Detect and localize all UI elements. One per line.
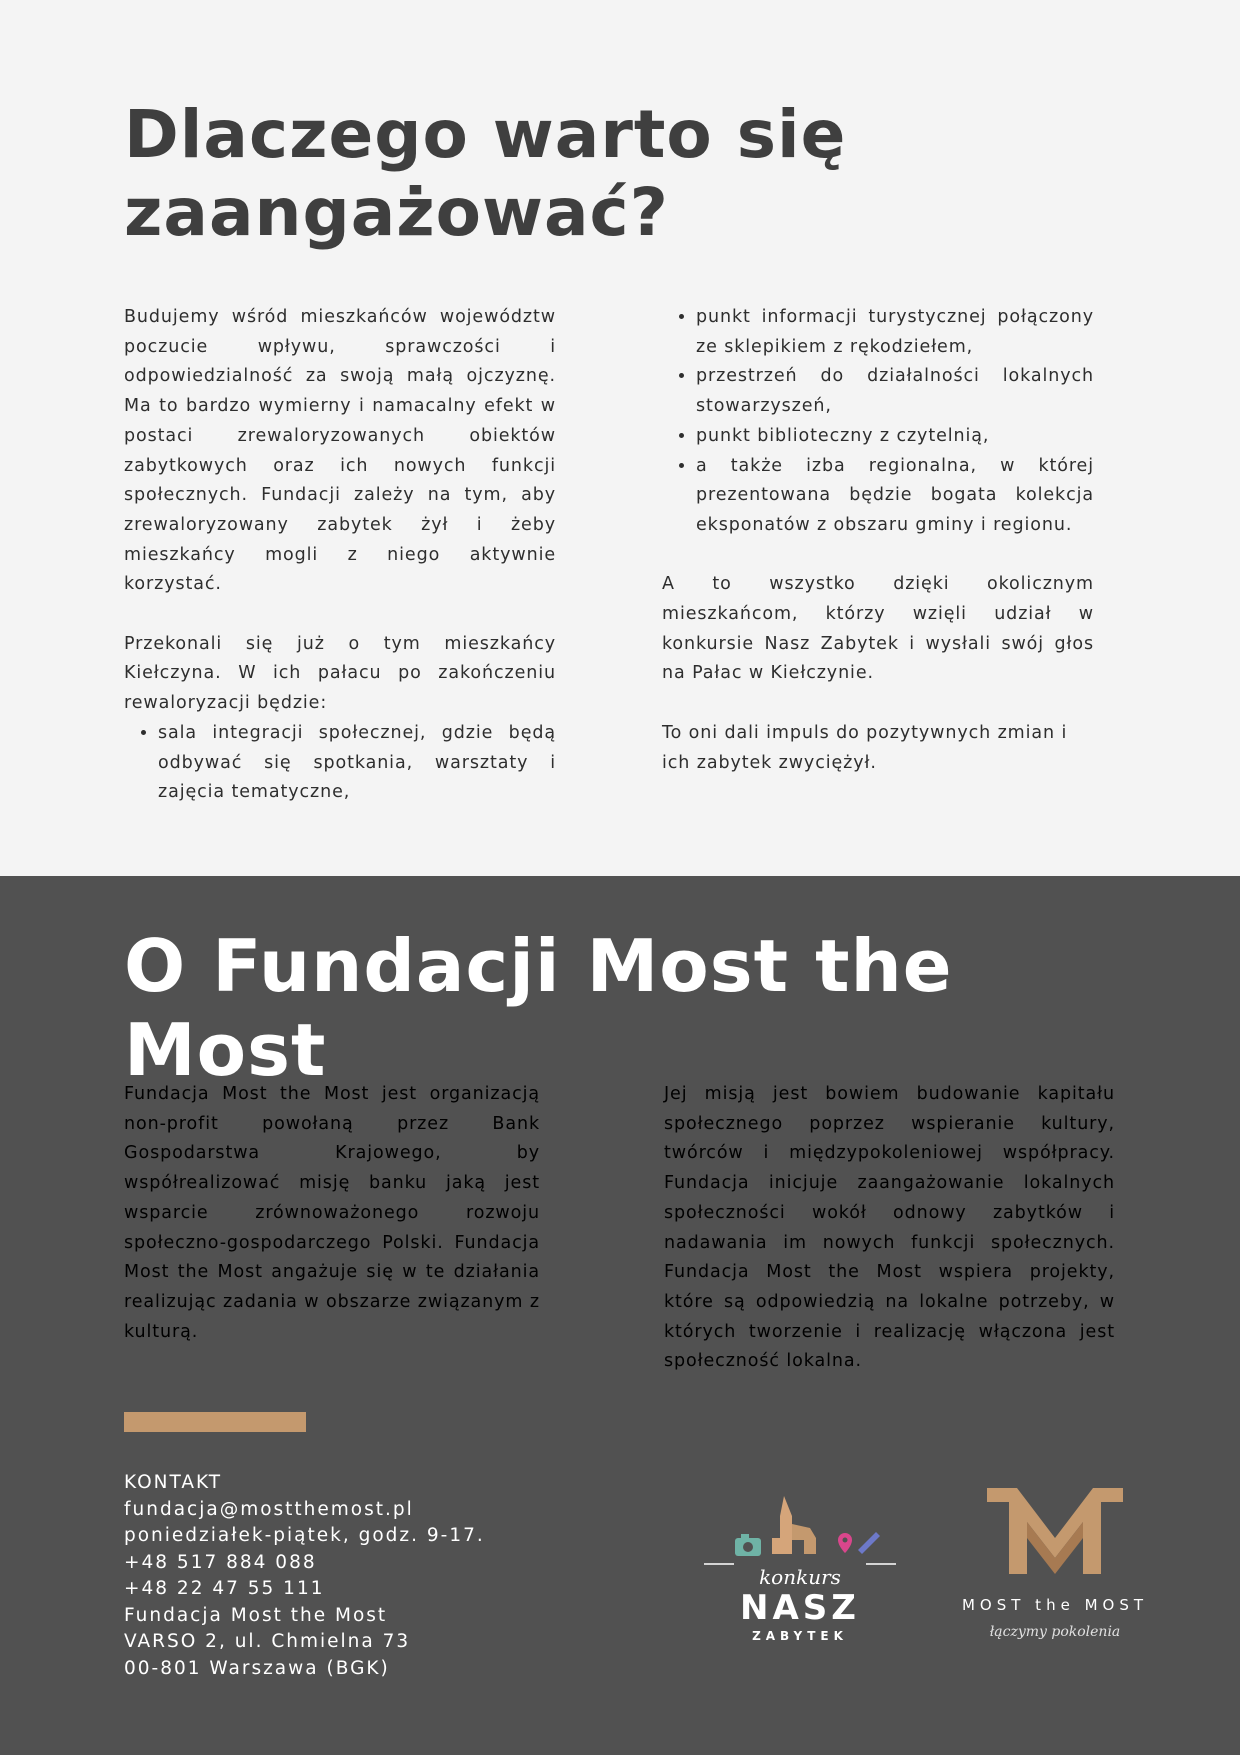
most-the-most-word: MOST the MOST <box>961 1596 1149 1614</box>
contact-heading: KONTAKT <box>124 1472 223 1493</box>
accent-divider <box>124 1412 306 1432</box>
paragraph: Budujemy wśród mieszkańców województw poczucie wpływu, sprawczości i odpowiedzialność za swoją małą ojczyznę. Ma to bardzo wymierny i namacalny efekt w postaci zrewaloryzowanych obiektów zabytkowych oraz ich nowych funkcji społecznych. Fundacji zależy na tym, aby zrewaloryzowany zabytek żył i żeby mieszkańcy mogli z niego aktywnie korzystać. <box>124 307 556 595</box>
bullet-list <box>662 303 1094 541</box>
paragraph: To oni dali impuls do pozytywnych zmian i ich zabytek zwyciężył. <box>662 722 1068 773</box>
foundation-column-left <box>124 1080 540 1347</box>
why-engage-column-right <box>662 303 1094 778</box>
nasz-zabytek-logo <box>700 1488 900 1658</box>
page-title <box>124 96 884 252</box>
section-title: O Fundacji Most the Most <box>124 924 953 1092</box>
top-section <box>0 0 1240 876</box>
contact-city: 00-801 Warszawa (BGK) <box>124 1657 390 1679</box>
contact-block <box>124 1470 485 1682</box>
list-item: • a także izba regionalna, w której prezentowana będzie bogata kolekcja eksponatów z obszaru gminy i regionu. <box>696 452 1094 541</box>
title-line-1: Dlaczego warto się <box>124 96 847 173</box>
contact-address: VARSO 2, ul. Chmielna 73 <box>124 1631 411 1652</box>
most-the-most-tagline: łączymy pokolenia <box>989 1624 1121 1640</box>
foundation-column-right <box>664 1080 1115 1377</box>
paragraph: A to wszystko dzięki okolicznym mieszkańcom, którzy wzięli udział w konkursie Nasz Zabytek i wysłali swój głos na Pałac w Kiełczynie. <box>662 574 1094 684</box>
nasz-zabytek-sub: ZABYTEK <box>752 1629 848 1643</box>
nasz-zabytek-script: konkurs <box>759 1565 841 1589</box>
list-item: • przestrzeń do działalności lokalnych stowarzyszeń, <box>696 362 1094 421</box>
list-item: • sala integracji społecznej, gdzie będą odbywać się spotkania, warsztaty i zajęcia tematyczne, <box>158 719 556 808</box>
most-the-most-logo <box>955 1488 1155 1658</box>
bullet-list <box>124 719 556 808</box>
paragraph: Przekonali się już o tym mieszkańcy Kiełczyna. W ich pałacu po zakończeniu rewaloryzacji będzie: <box>124 633 556 714</box>
contact-hours: poniedziałek-piątek, godz. 9-17. <box>124 1525 485 1546</box>
list-item: • punkt biblioteczny z czytelnią, <box>696 422 1094 452</box>
contact-phone-2[interactable]: +48 22 47 55 111 <box>124 1578 325 1599</box>
nasz-zabytek-word: NASZ <box>740 1588 860 1628</box>
paragraph: Fundacja Most the Most jest organizacją non-profit powołaną przez Bank Gospodarstwa Krajowego, by współrealizować misję banku jaką jest wsparcie zrównoważonego rozwoju społeczno-gospodarczego Polski. Fundacja Most the Most angażuje się w te działania realizując zadania w obszarze związanym z kulturą. <box>124 1084 540 1342</box>
contact-phone-1[interactable]: +48 517 884 088 <box>124 1551 317 1573</box>
nasz-zabytek-emblem-icon <box>700 1488 900 1568</box>
contact-email-link[interactable]: fundacja@mostthemost.pl <box>124 1498 414 1520</box>
paragraph: Jej misją jest bowiem budowanie kapitału społecznego poprzez wspieranie kultury, twórców i międzypokoleniowej współpracy. Fundacja inicjuje zaangażowanie lokalnych społeczności wokół odnowy zabytków i nadawania im nowych funkcji społecznych. Fundacja Most the Most wspiera projekty, które są odpowiedzią na lokalne potrzeby, w których tworzenie i realizację włączona jest społeczność lokalna. <box>664 1084 1115 1372</box>
why-engage-column-left <box>124 303 556 808</box>
most-the-most-emblem-icon <box>955 1488 1155 1588</box>
list-item: • punkt informacji turystycznej połączony ze sklepikiem z rękodziełem, <box>696 303 1094 362</box>
contact-organization: Fundacja Most the Most <box>124 1604 388 1626</box>
title-line-2: zaangażować? <box>124 174 669 251</box>
